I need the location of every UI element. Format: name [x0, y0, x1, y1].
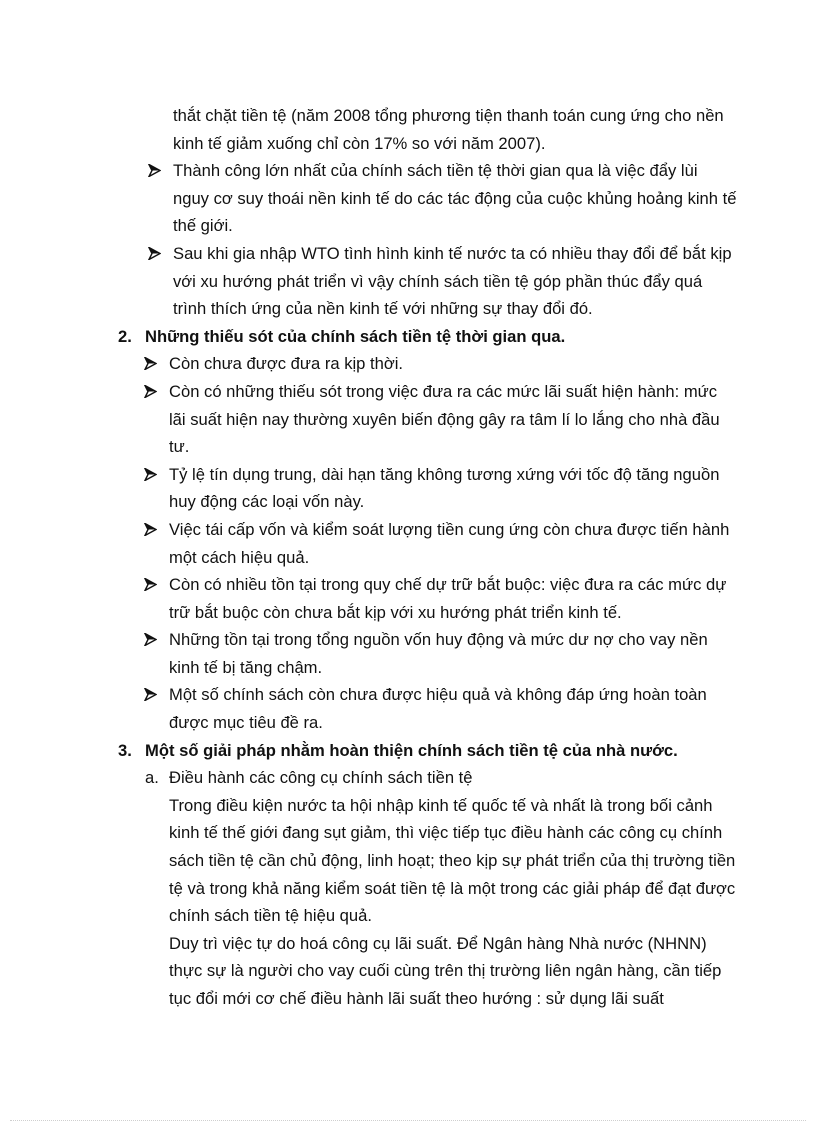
- list-item-text: Còn có những thiếu sót trong việc đưa ra các mức lãi suất hiện hành: mức lãi suất hiện nay thường xuyên biến động gây ra tâm lí lo lắng cho nhà đầu tư.: [169, 381, 720, 457]
- list-item-text: Còn chưa được đưa ra kịp thời.: [169, 354, 404, 374]
- arrowhead-bullet-icon: [148, 157, 162, 185]
- arrowhead-bullet-icon: [144, 378, 158, 406]
- section-title: Những thiếu sót của chính sách tiền tệ thời gian qua.: [145, 326, 566, 346]
- list-item-text: Một số chính sách còn chưa được hiệu quả và không đáp ứng hoàn toàn được mục tiêu đề ra.: [169, 685, 707, 733]
- list-item: [169, 571, 738, 626]
- page-bottom-rule: [10, 1120, 806, 1121]
- document-body: [118, 102, 738, 1013]
- paragraph: Duy trì việc tự do hoá công cụ lãi suất. Để Ngân hàng Nhà nước (NHNN) thực sự là người cho vay cuối cùng trên thị trường liên ngân hàng, cần tiếp tục đổi mới cơ chế điều hành lãi suất theo hướng : sử dụng lãi suất: [169, 933, 722, 1008]
- section-number: 2.: [118, 326, 132, 346]
- section-heading-3: [118, 737, 738, 765]
- arrowhead-bullet-icon: [144, 571, 158, 599]
- section-heading-2: [118, 323, 738, 351]
- list-item: [169, 378, 738, 461]
- arrowhead-bullet-icon: [148, 240, 162, 268]
- intro-continuation: thắt chặt tiền tệ (năm 2008 tổng phương tiện thanh toán cung ứng cho nền kinh tế giảm xuống chỉ còn 17% so với năm 2007).: [173, 106, 724, 153]
- list-item: [169, 461, 738, 516]
- arrowhead-bullet-icon: [144, 461, 158, 489]
- list-item: [169, 681, 738, 736]
- list-item: [169, 516, 738, 571]
- list-item: [169, 626, 738, 681]
- subsection-heading-a: [145, 764, 738, 792]
- paragraph: Trong điều kiện nước ta hội nhập kinh tế quốc tế và nhất là trong bối cảnh kinh tế thế giới đang sụt giảm, thì việc tiếp tục điều hành các công cụ chính sách tiền tệ cần chủ động, linh hoạt; theo kịp sự phát triển của thị trường tiền tệ và trong khả năng kiểm soát tiền tệ là một trong các giải pháp để đạt được chính sách tiền tệ hiệu quả.: [169, 795, 736, 926]
- list-item: [173, 157, 738, 240]
- list-item: [169, 350, 738, 378]
- list-item-text: Thành công lớn nhất của chính sách tiền tệ thời gian qua là việc đẩy lùi nguy cơ suy thoái nền kinh tế do các tác động của cuộc khủng hoảng kinh tế thế giới.: [173, 161, 737, 236]
- list-item: [173, 240, 738, 323]
- list-item-text: Sau khi gia nhập WTO tình hình kinh tế nước ta có nhiều thay đổi để bắt kịp với xu hướng phát triển vì vậy chính sách tiền tệ góp phần thúc đẩy quá trình thích ứng của nền kinh tế với những sự thay đổi đó.: [173, 243, 732, 319]
- subsection-letter: a.: [145, 768, 159, 788]
- arrowhead-bullet-icon: [144, 681, 158, 709]
- list-item-text: Những tồn tại trong tổng nguồn vốn huy động và mức dư nợ cho vay nền kinh tế bị tăng chậm.: [169, 630, 708, 677]
- list-item-text: Tỷ lệ tín dụng trung, dài hạn tăng không tương xứng với tốc độ tăng nguồn huy động các loại vốn này.: [169, 464, 720, 512]
- list-item-text: Còn có nhiều tồn tại trong quy chế dự trữ bắt buộc: việc đưa ra các mức dự trữ bắt buộc còn chưa bắt kịp với xu hướng phát triển kinh tế.: [169, 575, 727, 622]
- subsection-title: Điều hành các công cụ chính sách tiền tệ: [169, 768, 473, 788]
- section-title: Một số giải pháp nhằm hoàn thiện chính sách tiền tệ của nhà nước.: [145, 740, 678, 760]
- section-number: 3.: [118, 740, 132, 760]
- list-item-text: Việc tái cấp vốn và kiểm soát lượng tiền cung ứng còn chưa được tiến hành một cách hiệu quả.: [169, 519, 730, 567]
- arrowhead-bullet-icon: [144, 350, 158, 378]
- arrowhead-bullet-icon: [144, 626, 158, 654]
- arrowhead-bullet-icon: [144, 516, 158, 544]
